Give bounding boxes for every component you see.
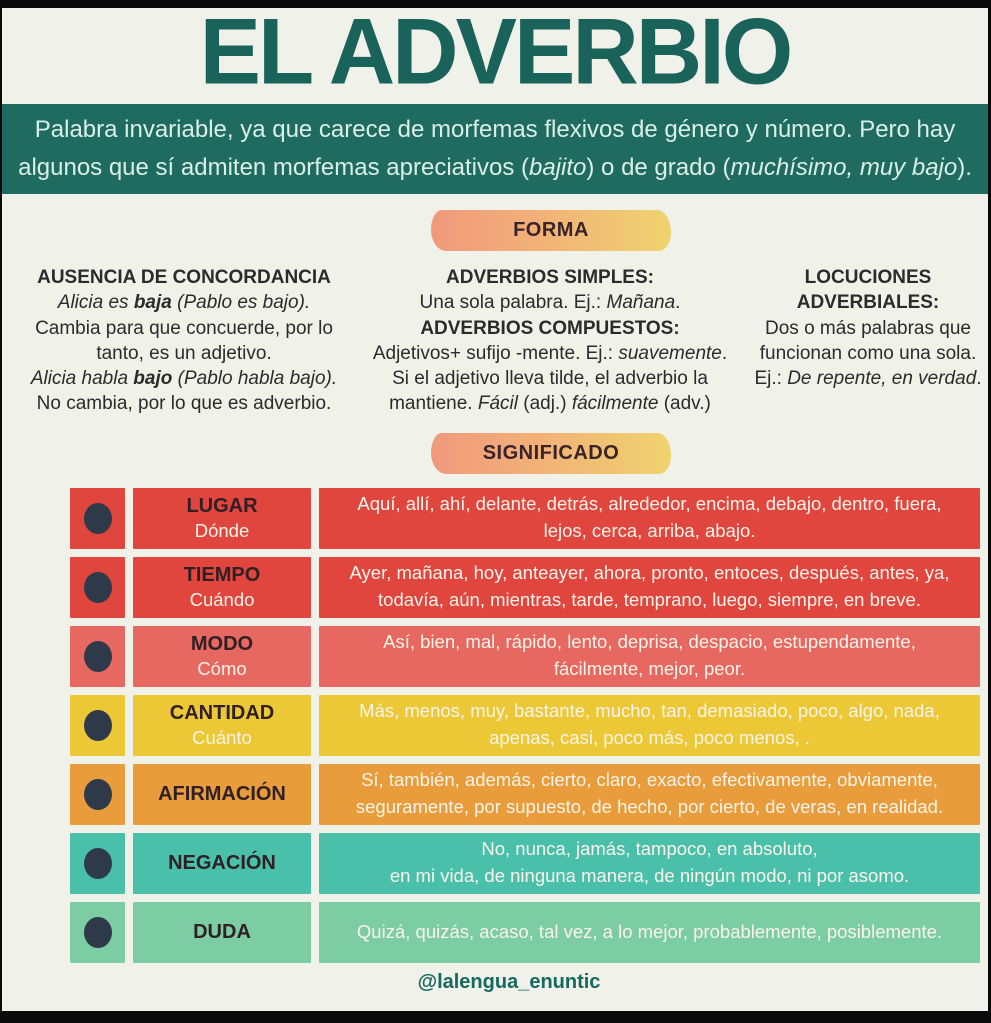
adverb-line: lejos, cerca, arriba, abajo. [543, 520, 756, 542]
adverb-list-cell [319, 833, 980, 894]
adverb-line: todavía, aún, mientras, tarde, temprano, luego, siempre, en breve. [378, 589, 921, 611]
bullet-dot-icon [84, 641, 112, 672]
question-label: Cómo [197, 658, 247, 680]
infographic-page [2, 8, 988, 1011]
column-heading: ADVERBIOS COMPUESTOS: [420, 317, 680, 339]
adverb-line: fácilmente, mejor, peor. [553, 658, 746, 680]
intro-line-2: algunos que sí admiten morfemas apreciativos (bajito) o de grado (muchísimo, muy bajo). [18, 154, 972, 181]
column-line: Una sola palabra. Ej.: Mañana. [419, 292, 681, 314]
bullet-dot-icon [84, 572, 112, 603]
column-heading: LOCUCIONES ADVERBIALES: [796, 267, 940, 314]
column-locuciones-adverbiales [754, 265, 982, 417]
label-cell [133, 626, 311, 687]
label-cell [133, 557, 311, 618]
label-cell [133, 902, 311, 963]
forma-badge-row [2, 210, 988, 251]
table-row-duda [70, 902, 980, 963]
column-line: Dos o más palabras que funcionan como una sola. [759, 317, 977, 364]
significado-badge-row [2, 433, 988, 474]
column-line: Ej.: De repente, en verdad. [754, 368, 982, 390]
column-heading: AUSENCIA DE CONCORDANCIA [37, 267, 331, 288]
column-ausencia-de-concordancia [22, 265, 346, 417]
adverb-line: Sí, también, además, cierto, claro, exacto, efectivamente, obviamente, [361, 769, 938, 791]
bullet-dot-icon [84, 503, 112, 534]
label-cell [133, 695, 311, 756]
significado-badge-label: SIGNIFICADO [482, 441, 620, 464]
bullet-cell [70, 833, 125, 894]
adverb-list-cell [319, 557, 980, 618]
forma-badge [431, 210, 671, 251]
table-row-negacion [70, 833, 980, 894]
category-label: TIEMPO [183, 564, 261, 587]
adverb-line: seguramente, por supuesto, de hecho, por cierto, de veras, en realidad. [355, 796, 944, 818]
column-heading: ADVERBIOS SIMPLES: [446, 267, 654, 288]
column-line: Alicia habla bajo (Pablo habla bajo). [30, 368, 338, 390]
bullet-dot-icon [84, 848, 112, 879]
column-line: Cambia para que concuerde, por lo tanto, es un adjetivo. [35, 317, 333, 364]
category-label: LUGAR [186, 495, 258, 518]
adverb-list-cell [319, 626, 980, 687]
adverb-line: Aquí, allí, ahí, delante, detrás, alrededor, encima, debajo, dentro, fuera, [357, 493, 942, 515]
bullet-dot-icon [84, 710, 112, 741]
column-line: Si el adjetivo lleva tilde, el adverbio la mantiene. Fácil (adj.) fácilmente (adv.) [389, 368, 711, 415]
bullet-cell [70, 626, 125, 687]
page-title: EL ADVERBIO [199, 8, 791, 105]
significado-badge [431, 433, 671, 474]
bullet-cell [70, 764, 125, 825]
category-label: DUDA [193, 920, 251, 943]
table-row-afirmacion [70, 764, 980, 825]
column-line: No cambia, por lo que es adverbio. [36, 393, 332, 415]
author-handle: @lalengua_enuntic [417, 970, 601, 993]
category-label: NEGACIÓN [168, 851, 276, 874]
label-cell [133, 764, 311, 825]
adverb-line: Ayer, mañana, hoy, anteayer, ahora, pronto, entoces, después, antes, ya, [349, 562, 950, 584]
adverb-line: No, nunca, jamás, tampoco, en absoluto, [481, 838, 818, 860]
significado-table [70, 488, 980, 963]
label-cell [133, 488, 311, 549]
adverb-list-cell [319, 488, 980, 549]
table-row-modo [70, 626, 980, 687]
question-label: Cuánto [192, 727, 252, 749]
adverb-line: Quizá, quizás, acaso, tal vez, a lo mejor, probablemente, posiblemente. [356, 920, 943, 942]
column-line: Alicia es baja (Pablo es bajo). [57, 292, 311, 314]
adverb-line: apenas, casi, poco más, poco menos, . [489, 727, 810, 749]
adverb-line: Así, bien, mal, rápido, lento, deprisa, despacio, estupendamente, [383, 631, 916, 653]
bullet-dot-icon [84, 917, 112, 948]
adverb-list-cell [319, 764, 980, 825]
category-label: CANTIDAD [169, 702, 275, 725]
question-label: Dónde [194, 520, 250, 542]
column-adverbios-simples-compuestos [356, 265, 744, 417]
column-line: Adjetivos+ sufijo -mente. Ej.: suavemente. [372, 342, 728, 364]
intro-banner [2, 104, 988, 194]
bullet-dot-icon [84, 779, 112, 810]
table-row-tiempo [70, 557, 980, 618]
bullet-cell [70, 902, 125, 963]
table-row-lugar [70, 488, 980, 549]
forma-badge-label: FORMA [513, 219, 589, 241]
adverb-line: Más, menos, muy, bastante, mucho, tan, demasiado, poco, algo, nada, [359, 700, 940, 722]
bullet-cell [70, 488, 125, 549]
bullet-cell [70, 695, 125, 756]
intro-line-1: Palabra invariable, ya que carece de morfemas flexivos de género y número. Pero hay [34, 115, 956, 143]
adverb-list-cell [319, 695, 980, 756]
bullet-cell [70, 557, 125, 618]
label-cell [133, 833, 311, 894]
question-label: Cuándo [189, 589, 255, 611]
adverb-line: en mi vida, de ninguna manera, de ningún modo, ni por asomo. [389, 865, 910, 887]
table-row-cantidad [70, 695, 980, 756]
category-label: AFIRMACIÓN [158, 782, 286, 805]
category-label: MODO [190, 633, 254, 656]
adverb-list-cell [319, 902, 980, 963]
forma-columns [2, 251, 988, 417]
